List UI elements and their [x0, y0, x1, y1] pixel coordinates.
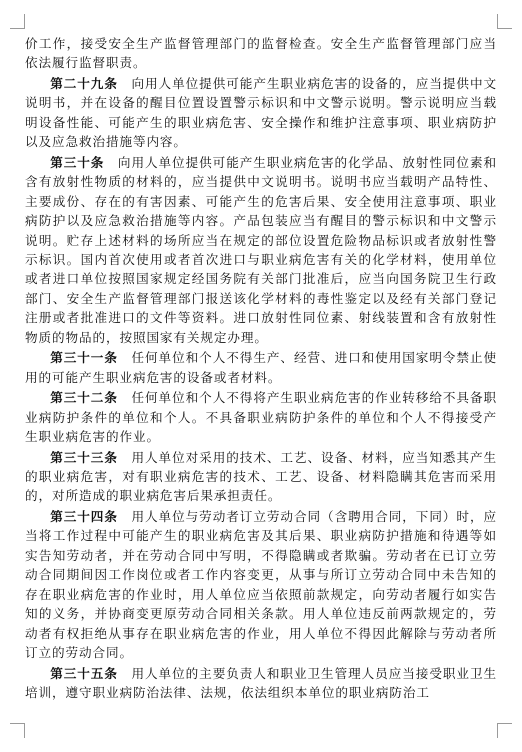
paragraph-text: 用人单位的主要负责人和职业卫生管理人员应当接受职业卫生培训，遵守职业病防治法律、法规，依法组织本单位的职业病防治工: [25, 665, 498, 700]
paragraph-article-35: [25, 664, 497, 703]
paragraph-article-30: [25, 153, 497, 348]
article-number: 第三十四条: [50, 508, 118, 524]
paragraph-text: 用人单位对采用的技术、工艺、设备、材料，应当知悉其产生的职业病危害，对有职业病危害的技术、工艺、设备、材料隐瞒其危害而采用的，对所造成的职业病危害后果承担责任。: [25, 449, 498, 504]
article-number: 第三十一条: [50, 350, 118, 366]
document-body: [25, 34, 497, 703]
paragraph-text: 向用人单位提供可能产生职业病危害的设备的，应当提供中文说明书，并在设备的醒目位置设置警示标识和中文警示说明。警示说明应当载明设备性能、可能产生的职业病危害、安全操作和维护注意事项、职业病防护以及应急救治措施等内容。: [25, 75, 498, 150]
paragraph-text: 任何单位和个人不得将产生职业病危害的作业转移给不具备职业病防护条件的单位和个人。不具备职业病防护条件的单位和个人不得接受产生职业病危害的作业。: [25, 390, 498, 445]
paragraph-article-33: [25, 448, 497, 506]
article-number: 第三十条: [50, 154, 105, 170]
margin-mark-top-left: [10, 14, 25, 29]
paragraph-article-31: [25, 348, 497, 387]
margin-mark-bottom-left: [10, 723, 25, 738]
paragraph-text: 向用人单位提供可能产生职业病危害的化学品、放射性同位素和含有放射性物质的材料的，应当提供中文说明书。说明书应当载明产品特性、主要成份、存在的有害因素、可能产生的危害后果、安全使用注意事项、职业病防护以及应急救治措施等内容。产品包装应当有醒目的警示标识和中文警示说明。贮存上述材料的场所应当在规定的部位设置危险物品标识或者放射性警示标识。国内首次使用或者首次进口与职业病危害有关的化学材料，使用单位或者进口单位按照国家规定经国务院有关部门批准后，应当向国务院卫生行政部门、安全生产监督管理部门报送该化学材料的毒性鉴定以及经有关部门登记注册或者批准进口的文件等资料。进口放射性同位素、射线装置和含有放射性物质的物品的，按照国家有关规定办理。: [25, 154, 497, 345]
paragraph-text: 价工作，接受安全生产监督管理部门的监督检查。安全生产监督管理部门应当依法履行监督职责。: [25, 36, 497, 71]
article-number: 第三十五条: [50, 665, 118, 681]
article-number: 第三十二条: [50, 390, 118, 406]
paragraph-text: 用人单位与劳动者订立劳动合同（含聘用合同，下同）时，应当将工作过程中可能产生的职业病危害及其后果、职业病防护措施和待遇等如实告知劳动者，并在劳动合同中写明，不得隐瞒或者欺骗。劳动者在已订立劳动合同期间因工作岗位或者工作内容变更，从事与所订立劳动合同中未告知的存在职业病危害的作业时，用人单位应当依照前款规定，向劳动者履行如实告知的义务，并协商变更原劳动合同相关条款。用人单位违反前两款规定的，劳动者有权拒绝从事存在职业病危害的作业，用人单位不得因此解除与劳动者所订立的劳动合同。: [25, 508, 498, 661]
paragraph-text: 任何单位和个人不得生产、经营、进口和使用国家明令禁止使用的可能产生职业病危害的设备或者材料。: [25, 350, 498, 385]
paragraph-article-29: [25, 74, 497, 152]
article-number: 第二十九条: [50, 75, 118, 91]
paragraph-article-32: [25, 388, 497, 446]
paragraph-continuation: [25, 34, 497, 73]
article-number: 第三十三条: [50, 449, 118, 465]
margin-mark-top-right: [497, 14, 512, 29]
margin-mark-bottom-right: [497, 723, 512, 738]
paragraph-article-34: [25, 507, 497, 663]
